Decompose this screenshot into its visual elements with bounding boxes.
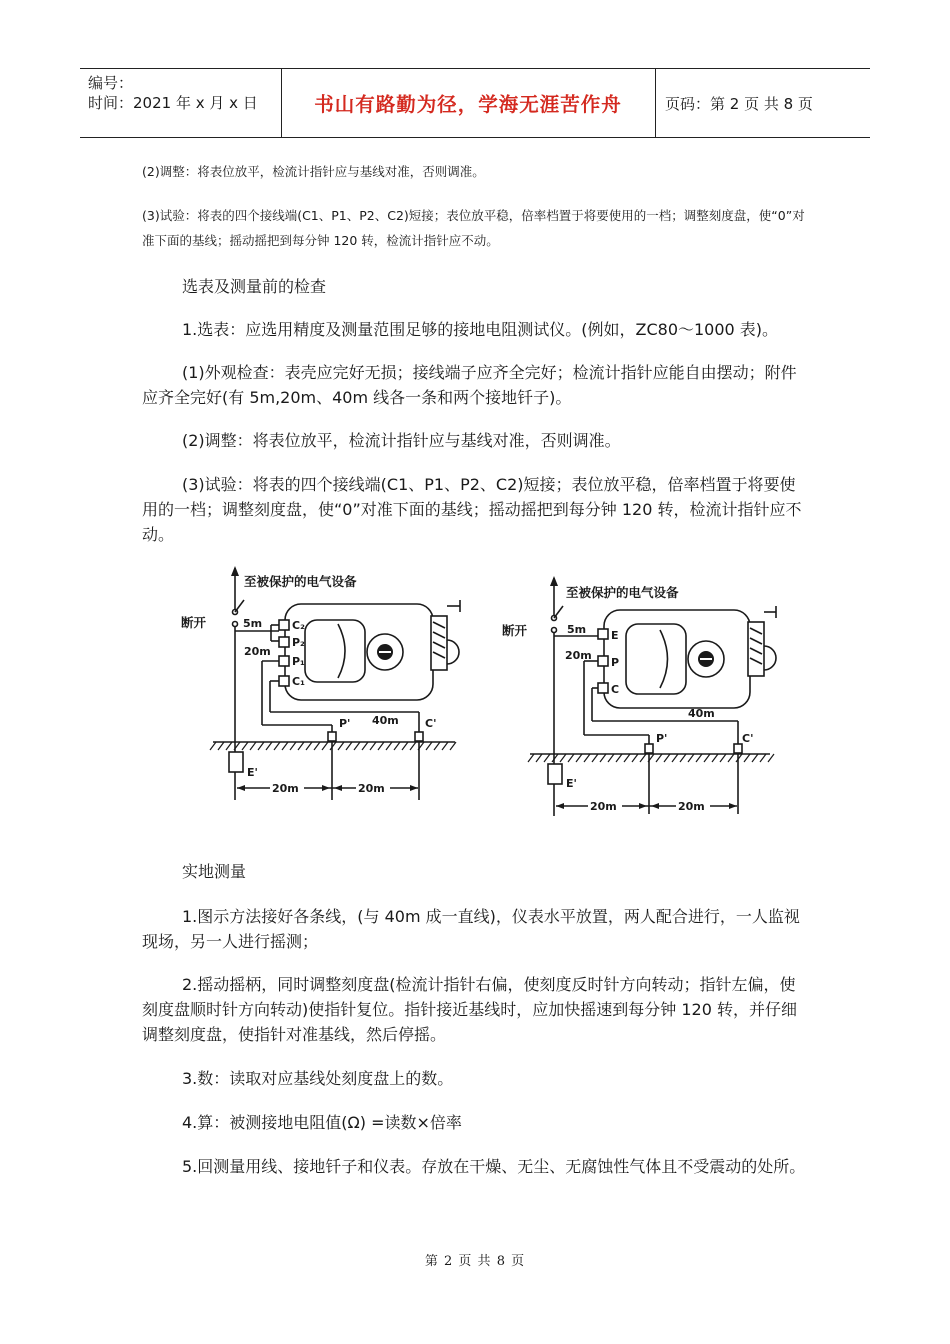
paragraph: (2)调整：将表位放平，检流计指针应与基线对准，否则调准。: [142, 164, 485, 179]
label-dist-2: 20m: [358, 782, 385, 795]
label-dist-1: 20m: [590, 800, 617, 813]
label-40m: 40m: [372, 714, 399, 727]
label-e-prime: E': [247, 766, 258, 779]
label-dist-2: 20m: [678, 800, 705, 813]
header-motto: 书山有路勤为径，学海无涯苦作舟: [314, 93, 622, 116]
label-c-prime: C': [425, 717, 437, 730]
label-to-equipment: 至被保护的电气设备: [566, 585, 679, 600]
label-disconnect: 断开: [181, 615, 207, 630]
document-number-label: 编号：: [88, 74, 134, 92]
label-dist-1: 20m: [272, 782, 299, 795]
paragraph: (3)试验：将表的四个接线端(C1、P1、P2、C2)短接；表位放平稳，倍率档置于将要使用的一档；调整刻度盘，使“0”对准下面的基线；摇动摇把到每分钟 120 转，检流计指针应不动。: [142, 475, 802, 544]
terminal-label: C₂: [292, 619, 305, 632]
page-footer: 第 2 页 共 8 页: [424, 1254, 526, 1269]
label-5m: 5m: [243, 617, 263, 630]
paragraph: (3)试验：将表的四个接线端(C1、P1、P2、C2)短接；表位放平稳，倍率档置于将要使用的一档；调整刻度盘，使“0”对准下面的基线；摇动摇把到每分钟 120 转，检流计指针应不动。: [142, 208, 805, 248]
paragraph: 3.数：读取对应基线处刻度盘上的数。: [182, 1069, 454, 1088]
document-date-label: 时间：2021 年 x 月 x 日: [88, 94, 258, 112]
label-e-prime: E': [566, 777, 577, 790]
label-20m: 20m: [244, 645, 271, 658]
label-20m: 20m: [565, 649, 592, 662]
terminal-label: C₁: [292, 675, 305, 688]
terminal-label: E: [611, 629, 619, 642]
section-heading: 选表及测量前的检查: [182, 277, 327, 296]
terminal-label: P₂: [292, 636, 305, 649]
terminal-label: P: [611, 656, 620, 669]
label-40m: 40m: [688, 707, 715, 720]
paragraph: (2)调整：将表位放平，检流计指针应与基线对准，否则调准。: [182, 431, 621, 450]
label-p-prime: P': [339, 717, 351, 730]
diagram-left: [181, 566, 460, 800]
section-heading: 实地测量: [182, 862, 247, 881]
terminal-label: C: [611, 683, 620, 696]
label-5m: 5m: [567, 623, 587, 636]
diagram-right: [502, 576, 776, 816]
paragraph: 1.选表：应选用精度及测量范围足够的接地电阻测试仪。(例如，ZC80～1000 表)。: [182, 320, 779, 339]
paragraph: (1)外观检查：表壳应完好无损；接线端子应齐全完好；检流计指针应能自由摆动；附件应齐全完好(有 5m,20m、40m 线各一条和两个接地钎子)。: [142, 363, 797, 407]
paragraph: 5.回测量用线、接地钎子和仪表。存放在干燥、无尘、无腐蚀性气体且不受震动的处所。: [182, 1157, 806, 1176]
terminal-label: P₁: [292, 655, 305, 668]
label-p-prime: P': [656, 732, 668, 745]
header-page-label: 页码：第 2 页 共 8 页: [665, 95, 813, 113]
paragraph: 4.算：被测接地电阻值(Ω) =读数×倍率: [182, 1113, 462, 1132]
paragraph: 2.摇动摇柄，同时调整刻度盘(检流计指针右偏，使刻度反时针方向转动；指针左偏，使刻度盘顺时针方向转动)使指针复位。指针接近基线时，应加快摇速到每分钟 120 转，并仔细调整刻度盘，使指针对准基线，然后停摇。: [142, 975, 797, 1044]
label-disconnect: 断开: [502, 623, 528, 638]
paragraph: 1.图示方法接好各条线，(与 40m 成一直线)，仪表水平放置，两人配合进行，一人监视现场，另一人进行摇测；: [142, 907, 800, 951]
label-c-prime: C': [742, 732, 754, 745]
label-to-equipment: 至被保护的电气设备: [244, 574, 357, 589]
